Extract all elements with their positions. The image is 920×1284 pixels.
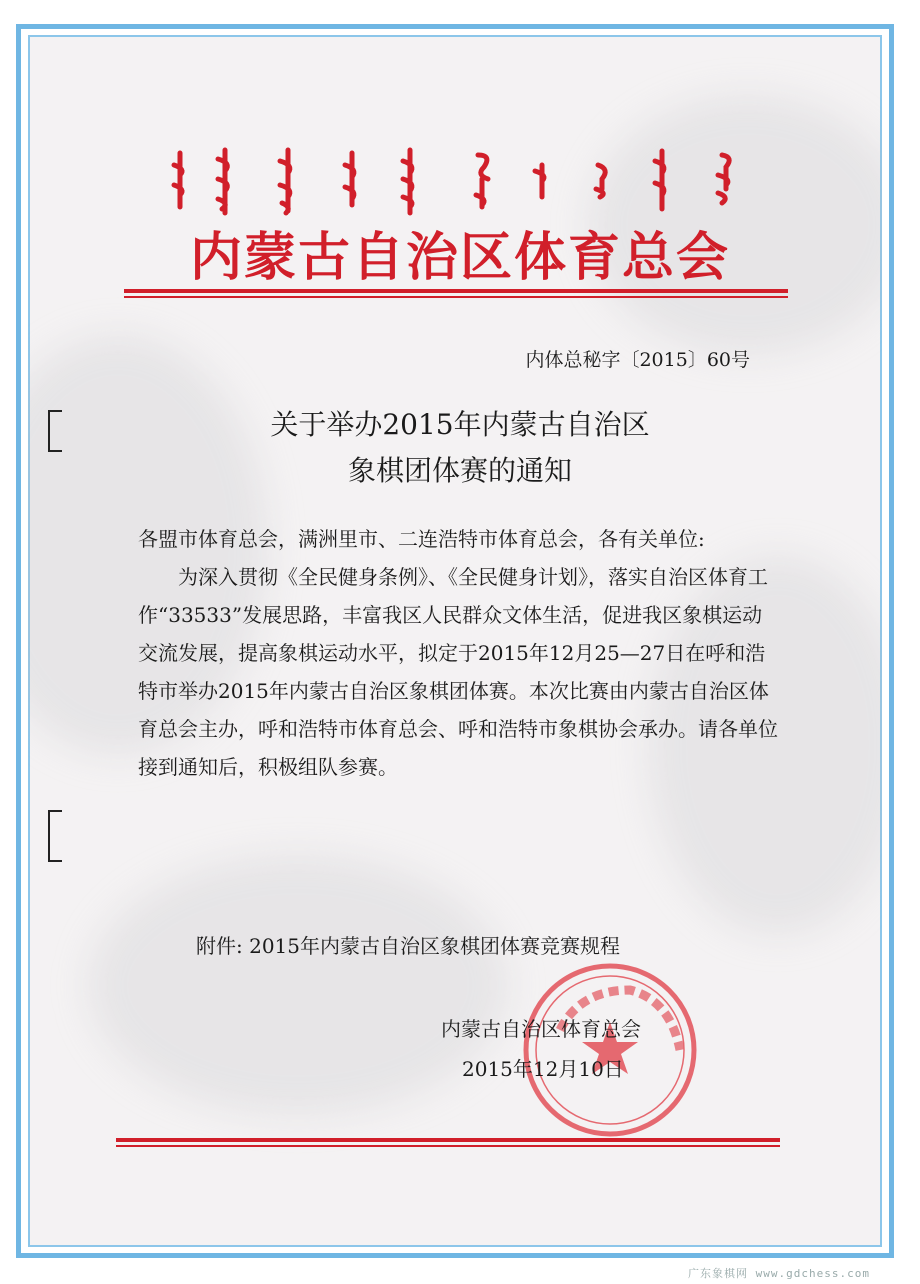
mongolian-script-graphic bbox=[170, 145, 750, 220]
document-number: 内体总秘字〔2015〕60号 bbox=[525, 349, 750, 371]
subject-line-1: 关于举办2015年内蒙古自治区 bbox=[270, 408, 650, 441]
notice-body bbox=[138, 520, 780, 786]
org-title: 内蒙古自治区体育总会 bbox=[189, 228, 730, 288]
mongolian-script-title bbox=[170, 145, 750, 220]
subject-line-2: 象棋团体赛的通知 bbox=[347, 454, 572, 487]
footer-rule-thick bbox=[116, 1138, 780, 1142]
signature-organization: 内蒙古自治区体育总会 bbox=[441, 1017, 641, 1041]
body-paragraph: 为深入贯彻《全民健身条例》、《全民健身计划》，落实自治区体育工作“33533”发展思路，丰富我区人民群众文体生活，促进我区象棋运动交流发展，提高象棋运动水平，拟定于2015年12月25—27日在呼和浩特市举办2015年内蒙古自治区象棋团体赛。本次比赛由内蒙古自治区体育总会主办，呼和浩特市体育总会、呼和浩特市象棋协会承办。请各单位接到通知后，积极组队参赛。 bbox=[138, 565, 778, 779]
site-watermark: 广东象棋网 www.gdchess.com bbox=[688, 1267, 870, 1280]
footer-rule-thin bbox=[116, 1145, 780, 1147]
binding-mark bbox=[48, 810, 62, 862]
header-rule-thin bbox=[124, 296, 788, 298]
salutation: 各盟市体育总会，满洲里市、二连浩特市体育总会，各有关单位: bbox=[138, 527, 705, 551]
attachment-line: 附件: 2015年内蒙古自治区象棋团体赛竞赛规程 bbox=[196, 934, 620, 958]
signature-date: 2015年12月10日 bbox=[462, 1057, 624, 1081]
header-rule-thick bbox=[124, 289, 788, 293]
official-seal bbox=[520, 960, 700, 1140]
subject-heading bbox=[140, 402, 780, 494]
binding-mark bbox=[48, 410, 62, 452]
